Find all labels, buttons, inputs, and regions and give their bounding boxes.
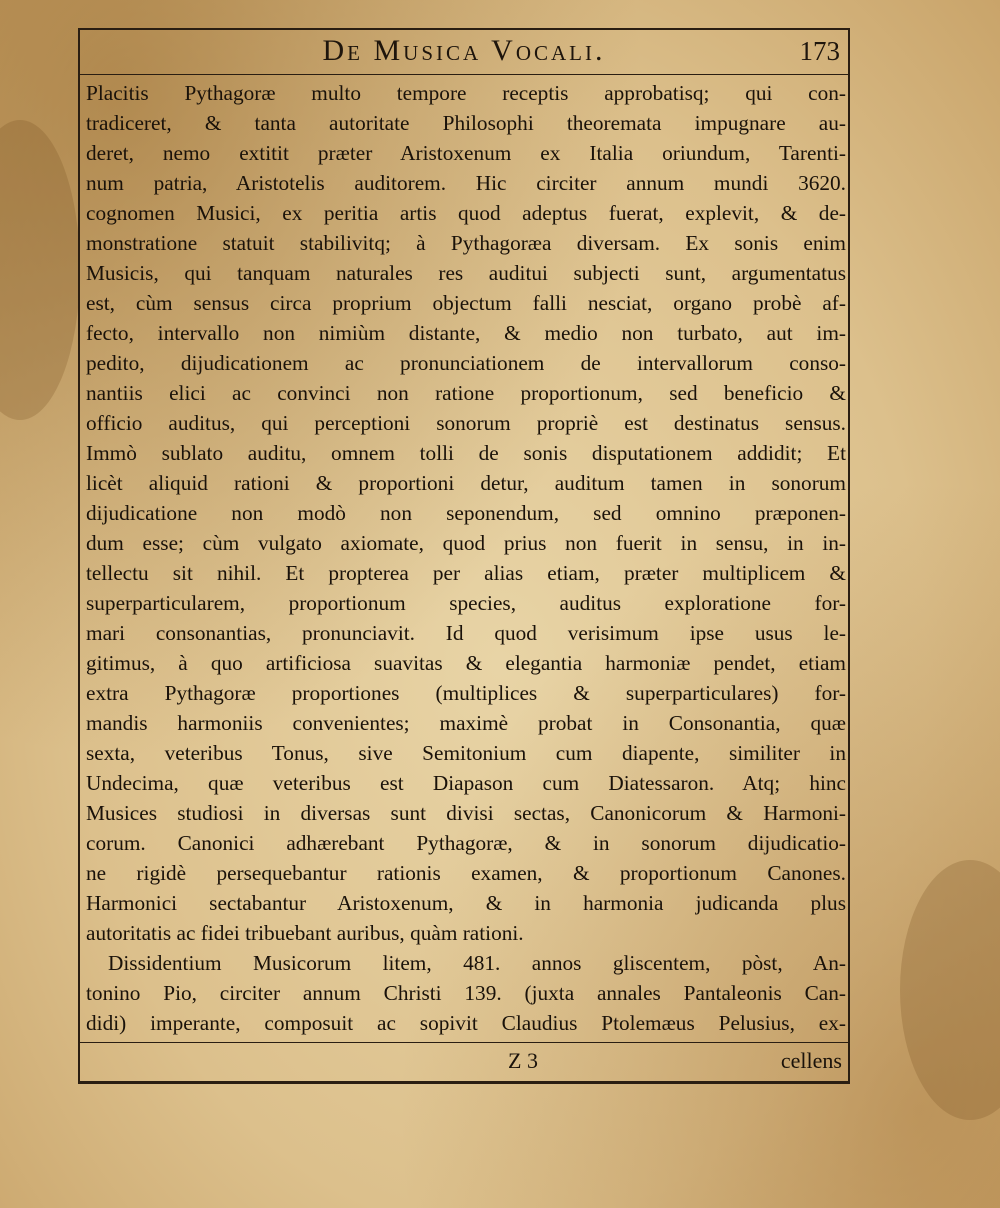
text-line: tellectu sit nihil. Et propterea per alias etiam, præter multiplicem & — [86, 561, 846, 585]
paper-stain — [900, 860, 1000, 1120]
text-line: Harmonici sectabantur Aristoxenum, & in harmonia judicanda plus — [86, 891, 846, 915]
footer-rule — [80, 1042, 848, 1043]
text-line: officio auditus, qui perceptioni sonorum propriè est destinatus sensus. — [86, 411, 846, 435]
frame-bottom-rule — [78, 1081, 850, 1084]
text-line: Undecima, quæ veteribus est Diapason cum Diatessaron. Atq; hinc — [86, 771, 846, 795]
text-line: corum. Canonici adhærebant Pythagoræ, & in sonorum dijudicatio- — [86, 831, 846, 855]
paragraph — [86, 78, 846, 948]
text-line: superparticularem, proportionum species, auditus exploratione for- — [86, 591, 846, 615]
frame-top-rule — [78, 28, 848, 30]
text-line: est, cùm sensus circa proprium objectum falli nesciat, organo probè af- — [86, 291, 846, 315]
text-line: Dissidentium Musicorum litem, 481. annos gliscentem, pòst, An- — [108, 951, 846, 975]
text-line: monstratione statuit stabilivitq; à Pythagoræa diversam. Ex sonis enim — [86, 231, 846, 255]
text-line: mandis harmoniis convenientes; maximè probat in Consonantia, quæ — [86, 711, 846, 735]
text-line: sexta, veteribus Tonus, sive Semitonium cum diapente, similiter in — [86, 741, 846, 765]
body-text — [86, 78, 846, 1038]
text-line: Placitis Pythagoræ multo tempore receptis approbatisq; qui con- — [86, 81, 846, 105]
paragraph — [86, 948, 846, 1038]
text-line: didi) imperante, composuit ac sopivit Claudius Ptolemæus Pelusius, ex- — [86, 1011, 846, 1035]
running-head-title: De Musica Vocali. — [322, 34, 606, 67]
text-line: gitimus, à quo artificiosa suavitas & elegantia harmoniæ pendet, etiam — [86, 651, 846, 675]
text-line: Musicis, qui tanquam naturales res auditui subjecti sunt, argumentatus — [86, 261, 846, 285]
header-rule — [80, 74, 848, 75]
text-line: mari consonantias, pronunciavit. Id quod verisimum ipse usus le- — [86, 621, 846, 645]
text-line: ne rigidè persequebantur rationis examen, & proportionum Canones. — [86, 861, 846, 885]
text-line: pedito, dijudicationem ac pronunciationem de intervallorum conso- — [86, 351, 846, 375]
text-line: Musices studiosi in diversas sunt divisi sectas, Canonicorum & Harmoni- — [86, 801, 846, 825]
text-line: dum esse; cùm vulgato axiomate, quod prius non fuerit in sensu, in in- — [86, 531, 846, 555]
paper-stain — [0, 120, 80, 420]
page-footer — [80, 1048, 848, 1078]
text-line: num patria, Aristotelis auditorem. Hic circiter annum mundi 3620. — [86, 171, 846, 195]
catchword: cellens — [780, 1048, 842, 1073]
frame-right-rule — [848, 28, 850, 1083]
page-number: 173 — [799, 36, 840, 66]
text-line: licèt aliquid rationi & proportioni detur, auditum tamen in sonorum — [86, 471, 846, 495]
text-line: cognomen Musici, ex peritia artis quod adeptus fuerat, explevit, & de- — [86, 201, 846, 225]
text-line: Immò sublato auditu, omnem tolli de sonis disputationem addidit; Et — [86, 441, 846, 465]
text-line: fecto, intervallo non nimiùm distante, & medio non turbato, aut im- — [86, 321, 846, 345]
text-line: nantiis elici ac convinci non ratione proportionum, sed beneficio & — [86, 381, 846, 405]
text-line: tonino Pio, circiter annum Christi 139. (juxta annales Pantaleonis Can- — [86, 981, 846, 1005]
text-line: autoritatis ac fidei tribuebant auribus, quàm rationi. — [86, 921, 524, 945]
text-line: dijudicatione non modò non seponendum, sed omnino præponen- — [86, 501, 846, 525]
text-line: deret, nemo extitit præter Aristoxenum ex Italia oriundum, Tarenti- — [86, 141, 846, 165]
running-head — [80, 32, 848, 72]
text-line: tradiceret, & tanta autoritate Philosophi theoremata impugnare au- — [86, 111, 846, 135]
signature-mark: Z 3 — [508, 1048, 538, 1073]
text-line: extra Pythagoræ proportiones (multiplices & superparticulares) for- — [86, 681, 846, 705]
frame-left-rule — [78, 28, 80, 1083]
